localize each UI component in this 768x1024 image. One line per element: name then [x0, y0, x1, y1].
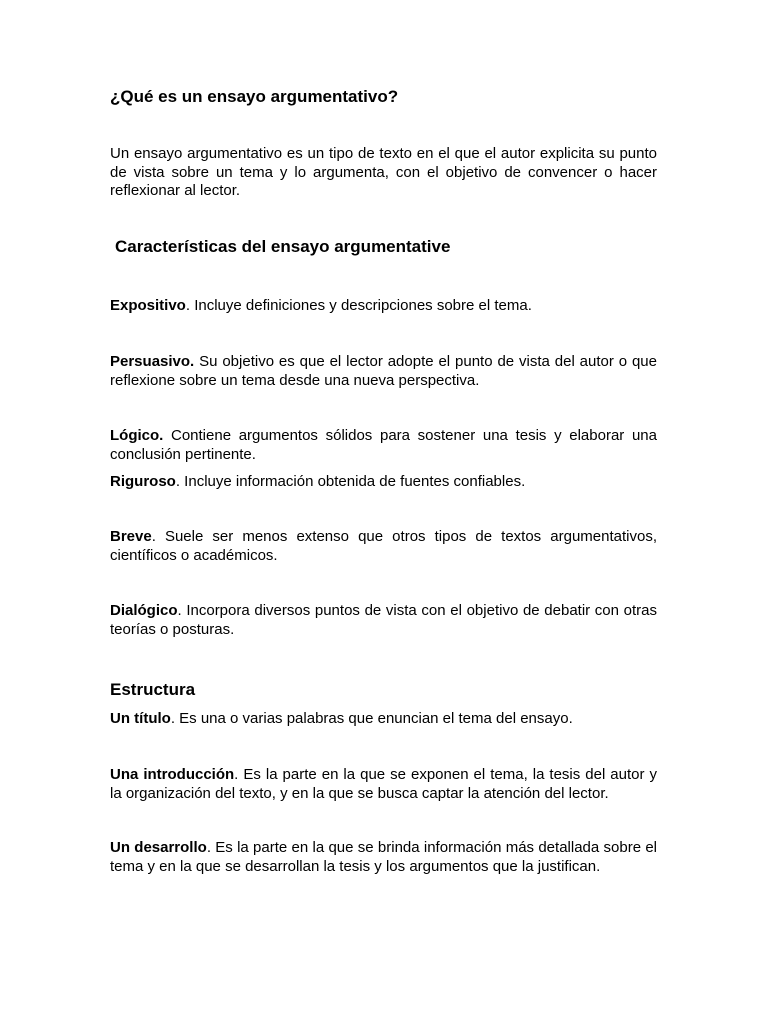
characteristic-term: Lógico. [110, 427, 164, 444]
characteristic-text: Contiene argumentos sólidos para sostener una tesis y elaborar una conclusión pertinente. [110, 427, 657, 463]
characteristic-text: . Incorpora diversos puntos de vista con el objetivo de debatir con otras teorías o posturas. [110, 602, 657, 638]
characteristic-dialogico [110, 602, 657, 639]
characteristic-text: Su objetivo es que el lector adopte el punto de vista del autor o que reflexione sobre un tema desde una nueva perspectiva. [110, 353, 657, 389]
intro-paragraph: Un ensayo argumentativo es un tipo de texto en el que el autor explicita su punto de vista sobre un tema y lo argumenta, con el objetivo de convencer o hacer reflexionar al lector. [110, 145, 657, 199]
characteristic-text: . Incluye información obtenida de fuentes confiables. [175, 473, 526, 490]
characteristic-term: Persuasivo. [110, 353, 195, 370]
characteristic-text: . Suele ser menos extenso que otros tipos de textos argumentativos, científicos o académicos. [110, 528, 657, 564]
characteristic-riguroso [110, 473, 657, 492]
characteristic-term: Riguroso [110, 473, 176, 490]
characteristic-logico [110, 427, 657, 464]
structure-introduccion [110, 766, 657, 803]
characteristic-persuasivo [110, 353, 657, 390]
characteristic-term: Expositivo [110, 297, 186, 314]
characteristic-text: . Incluye definiciones y descripciones sobre el tema. [185, 297, 532, 314]
structure-term: Un desarrollo [110, 839, 207, 856]
structure-text: . Es la parte en la que se exponen el tema, la tesis del autor y la organización del texto, y en la que se busca captar la atención del lector. [110, 766, 657, 802]
characteristic-term: Breve [110, 528, 152, 545]
structure-heading: Estructura [110, 680, 196, 699]
structure-desarrollo [110, 839, 657, 876]
characteristic-expositivo [110, 297, 657, 316]
page-title: ¿Qué es un ensayo argumentativo? [110, 87, 399, 106]
characteristic-breve [110, 528, 657, 565]
structure-text: . Es la parte en la que se brinda información más detallada sobre el tema y en la que se desarrollan la tesis y los argumentos que la justifican. [110, 839, 658, 875]
structure-term: Un título [110, 710, 171, 727]
structure-titulo [110, 710, 657, 729]
characteristic-term: Dialógico [110, 602, 178, 619]
structure-text: . Es una o varias palabras que enuncian el tema del ensayo. [170, 710, 573, 727]
structure-term: Una introducción [110, 766, 235, 783]
characteristics-heading: Características del ensayo argumentative [115, 237, 451, 256]
